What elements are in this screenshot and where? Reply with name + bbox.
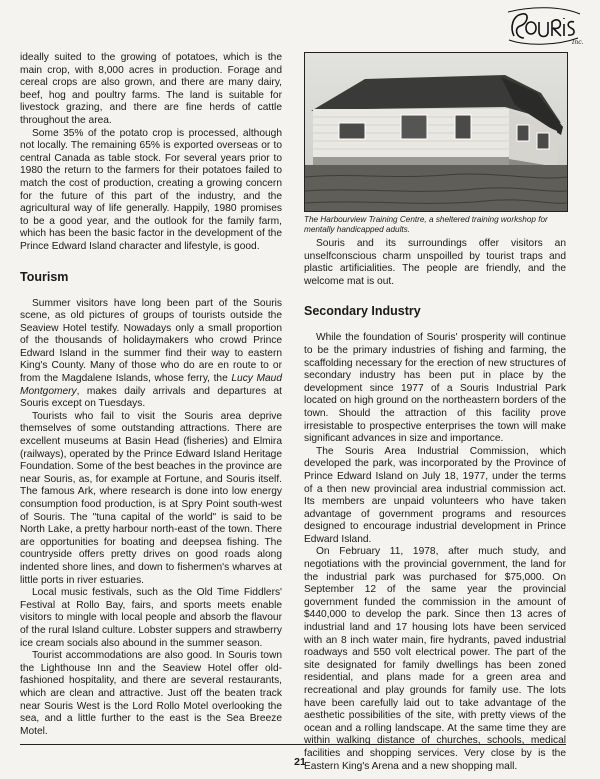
photo-caption: The Harbourview Training Centre, a sheltered training workshop for mentally handicapped adults.	[304, 215, 548, 234]
intro-paragraph-1: ideally suited to the growing of potatoes, which is the main crop, with 8,000 acres in production. Forage and cereal crops are also grown, and there are many dairy, beef, hog and poultry farms. The land is suitable for livestock grazing, and there are fine herds of cattle throughout the area.	[20, 52, 282, 126]
tourism-paragraph-2: Tourists who fail to visit the Souris area deprive themselves of some outstanding attractions. There are excellent museums at Basin Head (fisheries) and Elmira (railways), operated by the Prince Edward Island Heritage Foundation. Some of the best beaches in the province are near Souris, as, for example at Fortune, and Souris itself. The famous Ark, where research is done into low energy consumption food production, is at Spry Point south-west of Souris. The "tuna capital of the world" is said to be North Lake, a pretty harbour north-east of the town. There are opportunities for boating and deepsea fishing. The countryside offers pretty drives on good roads along indented shore lines, and down to fishermen's wharves at little ports in river estuaries.	[20, 410, 282, 586]
souris-logo	[506, 6, 584, 48]
footer-rule	[20, 744, 566, 745]
tourism-p1-text-end: , makes daily arrivals and departures at Souris except on Tuesdays.	[20, 385, 282, 410]
tourism-paragraph-1	[20, 298, 282, 411]
tourism-heading: Tourism	[20, 269, 69, 284]
industry-paragraph-1: While the foundation of Souris' prosperity will continue to be the primary industries of fishing and farming, the scaffolding necessary for the erection of new structures of secondary industry has been put in place by the development since 1977 of a Souris Industrial Park located on high ground on the northeastern borders of the town. Should the attraction of this facility prove irresistable to prospective enterprises the town will make significant advances in size and importance.	[304, 332, 566, 445]
tourism-continued-paragraph: Souris and its surroundings offer visitors an unselfconscious charm unspoilled by tourist traps and plastic artificialities. The people are friendly, and the welcome mat is out.	[304, 238, 566, 287]
tourism-paragraph-3: Local music festivals, such as the Old Time Fiddlers' Festival at Rollo Bay, fairs, and sports meets enable visitors to mingle with local people and absorb the flavour of the rural Island culture. Lobster suppers and strawberry ice cream socials also abound in the summer season.	[20, 587, 282, 649]
right-column	[304, 52, 566, 773]
intro-paragraph-2: Some 35% of the potato crop is processed, although not locally. The remaining 65% is exported overseas or to central Canada as table stock. For several years prior to 1980 the return to the farmers for their potatoes failed to match the cost of production, creating a growing concern for the future of this part of the industry, and the agricultural way of life generally. Happily, 1980 promises to be a good year, and the outlook for the family farm, which has been the basic factor in the development of the Prince Edward Island character and lifestyle, is good.	[20, 127, 282, 252]
training-centre-photo	[304, 52, 568, 212]
souris-logo-graphic	[506, 6, 584, 48]
tourism-paragraph-4: Tourist accommodations are also good. In Souris town the Lighthouse Inn and the Seaview Hotel offer old-fashioned hospitality, and there are several restaurants, which are clean and attractive. Just off the beaten track near Souris West is the Lord Rollo Motel overlooking the sea, and a little further to the east is the Sea Breeze Motel.	[20, 650, 282, 737]
page-number: 21	[294, 756, 306, 768]
ferry-name: Lucy Maud Montgomery	[20, 373, 282, 397]
logo-subtext: Inc.	[572, 39, 584, 46]
tourism-p1-text: Summer visitors have long been part of the Souris scene, as old pictures of groups of tourists outside the Seaview Hotel testify. Nowadays only a small proportion of the thousands of holidaymakers who crowd Prince Edward Island in the summer find their way to eastern King's County. Many of those who do are en route to or from the Magdalene Islands, whose ferry, the	[20, 297, 282, 385]
industry-paragraph-3: On February 11, 1978, after much study, and negotiations with the provincial government, the land for the industrial park was purchased for $75,000. On September 12 of the same year the provincial government funded the commission in the amount of $440,000 to develop the park. Since then 13 acres of industrial land and 17 housing lots have been serviced with an 8 inch water main, fire hydrants, paved industrial roadways and 550 volt electrical power. The part of the site designated for family dwellings has been zoned residential, and plans made for a green area and recreational and play grounds for family use. The lots have been carefully laid out to take advantage of the aesthetic possibilities of the site, with pretty views of the ocean and a rolling landscape. At the same time they are within walking distance of churches, schools, medical facilities and shopping services. Very close by is the Eastern King's Arena and a new shopping mall.	[304, 546, 566, 772]
left-column	[20, 52, 282, 738]
industry-paragraph-2: The Souris Area Industrial Commission, which developed the park, was incorporated by the Province of Prince Edward Island on July 18, 1977, under the terms of a then new provincial area industrial commission act. Its members are unpaid volunteers who have taken advantage of government programs and resources designed to encourage industrial development in Prince Edward Island.	[304, 445, 566, 545]
building-photo-graphic	[305, 53, 567, 211]
secondary-industry-heading: Secondary Industry	[304, 304, 421, 319]
